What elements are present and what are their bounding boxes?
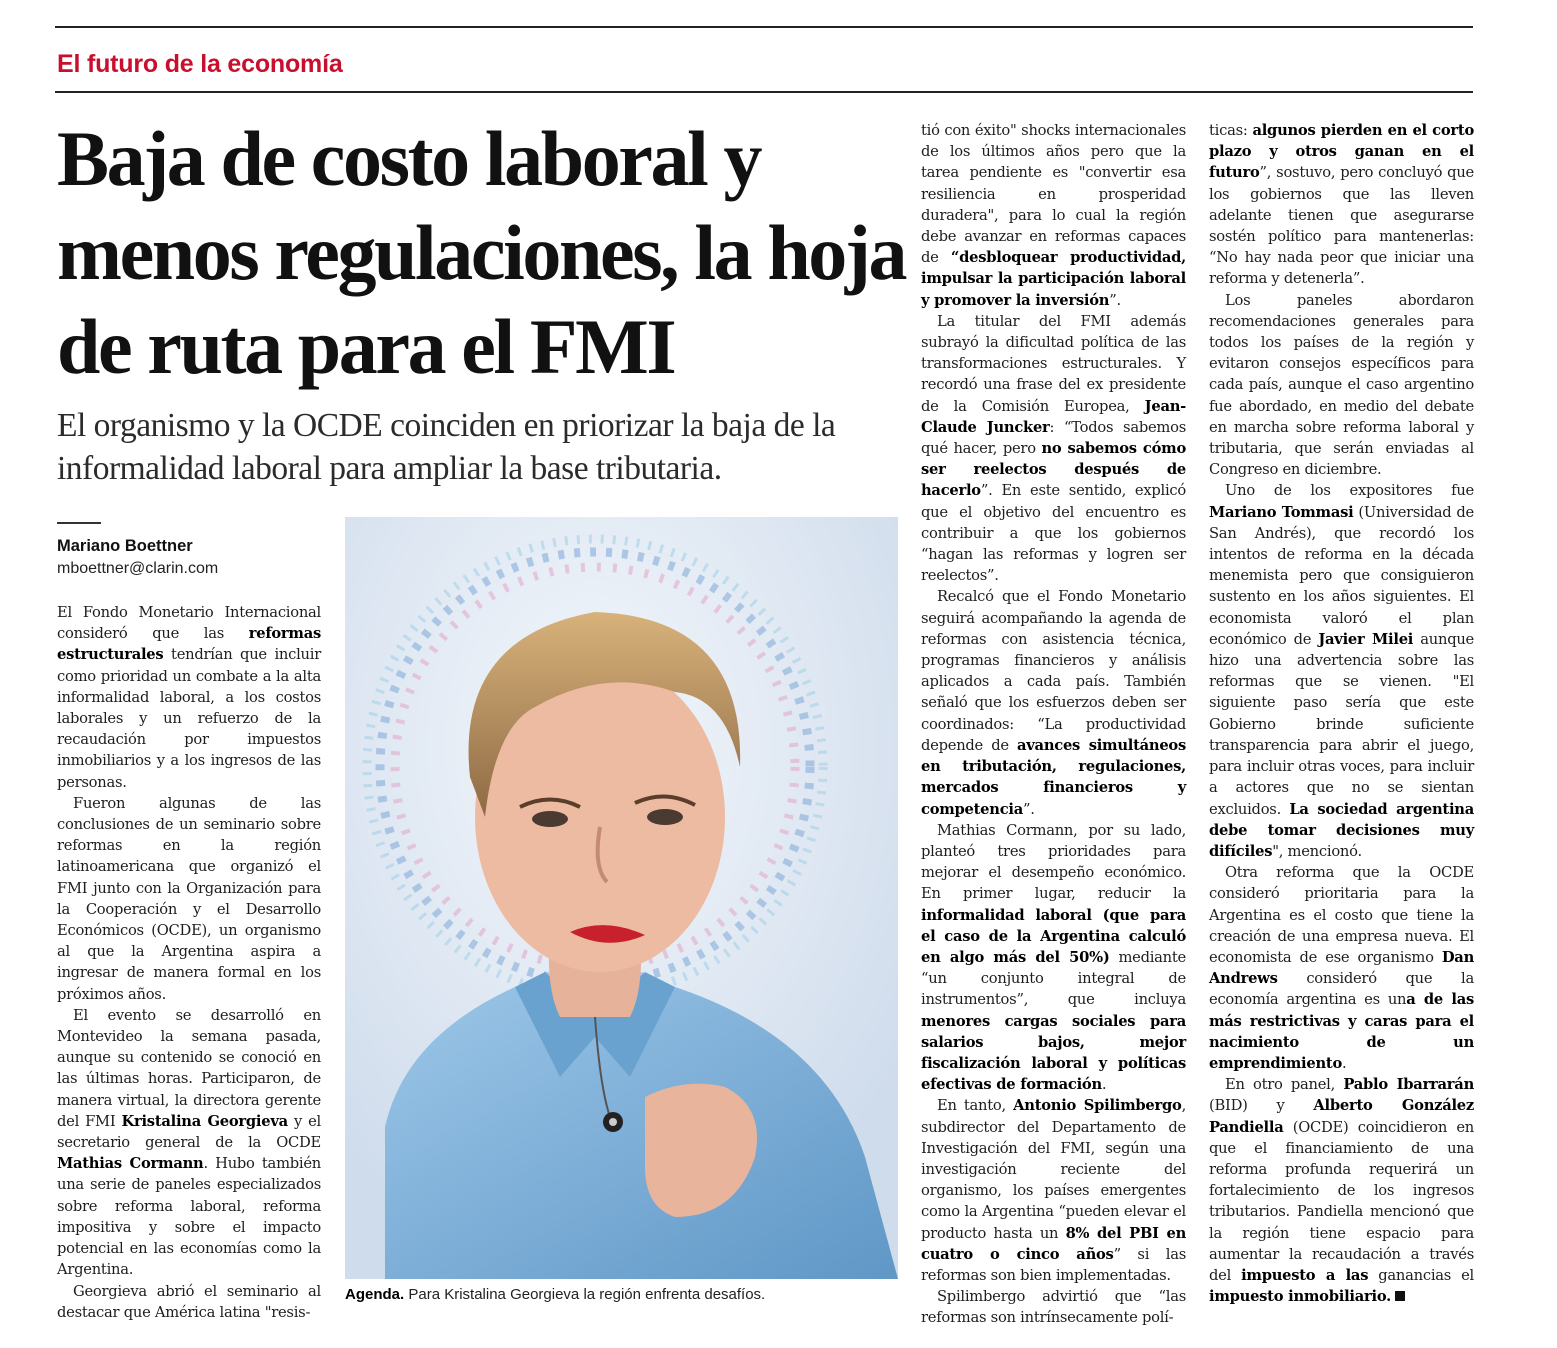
body-paragraph: Los paneles abordaron recomendaciones generales para todos los países de la región y evitaron consejos específicos para cada país, aunque el caso argentino fue abordado, en medio del debate en marcha sobre reforma laboral y tributaria, que serán enviadas al Congreso en diciembre. (1209, 291, 1474, 479)
bold-run: informalidad laboral (que para el caso de la Argentina calculó en algo más del 50%) (921, 906, 1186, 966)
bold-run: 8% del PBI en cuatro o cinco años (921, 1224, 1186, 1263)
section-label: El futuro de la economía (57, 50, 343, 78)
caption-text: Para Kristalina Georgieva la región enfrenta desafíos. (404, 1286, 766, 1303)
body-paragraph: Uno de los expositores fue Mariano Tommasi (Universidad de San Andrés), que recordó los intentos de reforma en la década menemista pero que consiguieron sustento en los años siguientes. El economista valoró el plan económico de Javier Milei aunque hizo una advertencia sobre las reformas que se vienen. "El siguiente paso sería que este Gobierno brinde suficiente transparencia para abrir el juego, para incluir otras voces, para incluir a actores que no se sientan excluidos. La sociedad argentina debe tomar decisiones muy difíciles", mencionó. (1209, 482, 1474, 860)
body-paragraph: Fueron algunas de las conclusiones de un seminario sobre reformas en la región latinoamericana que organizó el FMI junto con la Organización para la Cooperación y el Desarrollo Económicos (OCDE), un organismo al que la Argentina aspira a ingresar de manera formal en los próximos años. (57, 794, 321, 1003)
top-rule (55, 26, 1473, 28)
bold-run: menores cargas sociales para salarios bajos, mejor fiscalización laboral y políticas efectivas de formación (921, 1012, 1186, 1094)
body-paragraph: En tanto, Antonio Spilimbergo, subdirector del Departamento de Investigación del FMI, según una investigación reciente del organismo, los países emergentes como la Argentina “pueden elevar el producto hasta un 8% del PBI en cuatro o cinco años” si las reformas son bien implementadas. (921, 1097, 1187, 1284)
bold-run: Jean-Claude Juncker (921, 397, 1186, 436)
body-paragraph: El Fondo Monetario Internacional consideró que las reformas estructurales tendrían que incluir como prioridad un combate a la alta informalidad laboral, a los costos laborales y un refuerzo de la recaudación por impuestos inmobiliarios y a los ingresos de las personas. (57, 604, 321, 791)
body-paragraph: Otra reforma que la OCDE consideró prioritaria para la Argentina es el costo que tiene la creación de una empresa nueva. El economista de ese organismo Dan Andrews consideró que la economía argentina es una de las más restrictivas y caras para el nacimiento de un emprendimiento. (1209, 864, 1474, 1072)
bold-run: impuesto a las (1241, 1266, 1369, 1284)
body-paragraph: tió con éxito" shocks internacionales de los últimos años pero que la tarea pendiente es "convertir esa resiliencia en prosperidad duradera", para lo cual la región debe avanzar en reformas capaces de “desbloquear productividad, impulsar la participación laboral y promover la inversión”. (921, 122, 1186, 309)
bold-run: a de las más restrictivas y caras para el nacimiento de un emprendimiento (1209, 991, 1474, 1072)
body-column-2 (921, 120, 1187, 1327)
body-column-3 (1209, 120, 1474, 1316)
byline-rule (57, 522, 101, 524)
bold-run: Mathias Cormann (57, 1155, 204, 1173)
body-paragraph: La titular del FMI además subrayó la dificultad política de las transformaciones estructurales. Y recordó una frase del ex presidente de la Comisión Europea, Jean-Claude Juncker: “Todos sabemos qué hacer, pero no sabemos cómo ser reelectos después de hacerlo”. En este sentido, explicó que el objetivo del encuentro es contribuir a que los gobiernos “hagan las reformas y logren ser reelectos”. (921, 312, 1186, 585)
photo-kristalina-georgieva (345, 517, 898, 1279)
body-column-1 (57, 602, 321, 1321)
section-rule (55, 91, 1473, 93)
bold-run: Kristalina Georgieva (121, 1112, 288, 1130)
bold-run: avances simultáneos en tributación, regulaciones, mercados financieros y competencia (921, 736, 1186, 818)
bold-run: Javier Milei (1318, 630, 1414, 648)
bold-run: algunos pierden en el corto plazo y otros ganan en el futuro (1209, 122, 1474, 182)
bold-run: Alberto González Pandiella (1209, 1097, 1474, 1136)
body-paragraph: ticas: algunos pierden en el corto plazo y otros ganan en el futuro”, sostuvo, pero concluyó que los gobiernos que las lleven adelante tienen que asegurarse sostén político para mantenerlas: “No hay nada peor que iniciar una reforma y detenerla”. (1209, 122, 1474, 288)
end-mark-icon (1395, 1291, 1405, 1301)
byline-author: Mariano Boettner (57, 537, 193, 555)
bold-run: Antonio Spilimbergo (1013, 1097, 1182, 1115)
body-paragraph: Recalcó que el Fondo Monetario seguirá acompañando la agenda de reformas con asistencia técnica, programas financieros y análisis aplicados a cada país. También señaló que los esfuerzos deben ser coordinados: “La productividad depende de avances simultáneos en tributación, regulaciones, mercados financieros y competencia”. (921, 588, 1186, 818)
bold-run: La sociedad argentina debe tomar decisiones muy difíciles (1209, 800, 1474, 860)
byline-email: mboettner@clarin.com (57, 560, 219, 577)
caption-label: Agenda. (345, 1286, 405, 1303)
bold-run: impuesto inmobiliario. (1209, 1288, 1391, 1306)
photo-caption (345, 1286, 898, 1303)
body-paragraph: El evento se desarrolló en Montevideo la semana pasada, aunque su contenido se conoció en las últimas horas. Participaron, de manera virtual, la directora gerente del FMI Kristalina Georgieva y el secretario general de la OCDE Mathias Cormann. Hubo también una serie de paneles especializados sobre reforma laboral, reforma impositiva y sobre el impacto potencial en las economías como la Argentina. (57, 1006, 321, 1279)
deck: El organismo y la OCDE coinciden en priorizar la baja de la informalidad laboral para ampliar la base tributaria. (57, 407, 836, 487)
bold-run: Mariano Tommasi (1209, 503, 1354, 521)
bold-run: Pablo Ibarrarán (1343, 1076, 1474, 1094)
bold-run: reformas estructurales (57, 625, 321, 664)
bold-run: no sabemos cómo ser reelectos después de hacerlo (921, 440, 1186, 500)
body-paragraph: Mathias Cormann, por su lado, planteó tres prioridades para mejorar el desempeño económico. En primer lugar, reducir la informalidad laboral (que para el caso de la Argentina calculó en algo más del 50%) mediante “un conjunto integral de instrumentos”, que incluya menores cargas sociales para salarios bajos, mejor fiscalización laboral y políticas efectivas de formación. (921, 821, 1186, 1094)
portrait-illustration (345, 517, 898, 1279)
body-paragraph: En otro panel, Pablo Ibarrarán (BID) y Alberto González Pandiella (OCDE) coincidieron en que el financiamiento de una reforma profunda requerirá un fortalecimiento de los ingresos tributarios. Pandiella mencionó que la región tiene espacio para aumentar la recaudación a través del impuesto a las ganancias el impuesto inmobiliario. (1209, 1076, 1474, 1306)
body-paragraph: Spilimbergo advirtió que “las reformas son intrínsecamente polí- (921, 1288, 1186, 1327)
body-paragraph: Georgieva abrió el seminario al destacar que América latina "resis- (57, 1282, 321, 1321)
bold-run: “desbloquear productividad, impulsar la participación laboral y promover la inversión (921, 249, 1186, 309)
bold-run: Dan Andrews (1209, 948, 1474, 988)
headline: Baja de costo laboral y menos regulaciones, la hoja de ruta para el FMI (57, 115, 906, 390)
